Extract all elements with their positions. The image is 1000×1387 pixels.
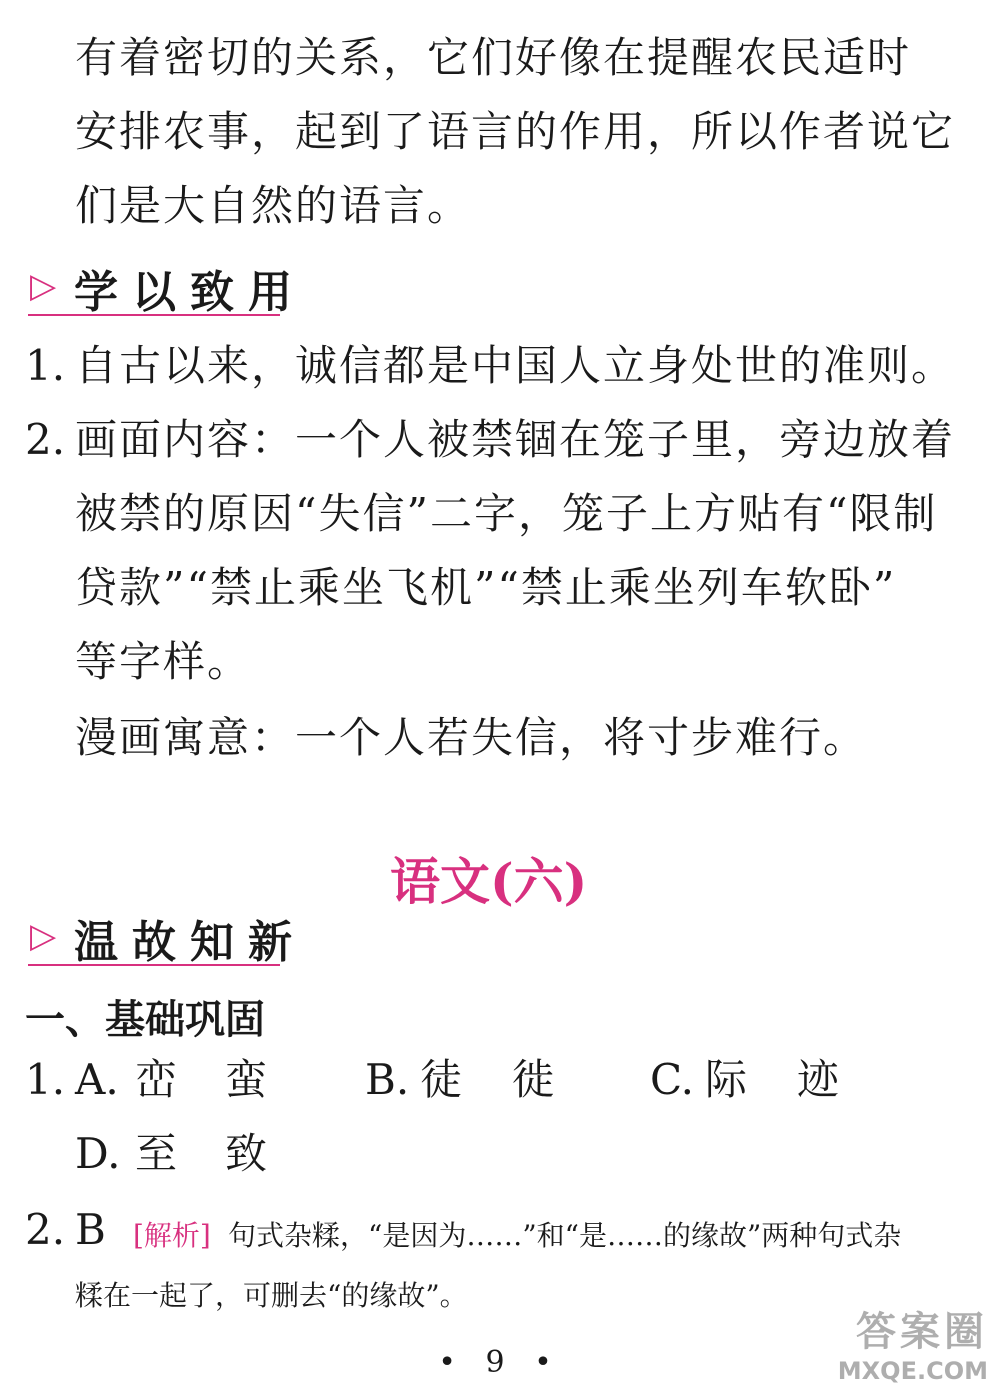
item-number-1: 1.	[25, 341, 66, 390]
analysis-line-1: 句式杂糅，“是因为……”和“是……的缘故”两种句式杂	[228, 1219, 902, 1252]
paragraph-line-1: 有着密切的关系，它们好像在提醒农民适时	[75, 33, 912, 82]
option-d-label: D.	[75, 1129, 121, 1178]
triangle-marker-icon: ▷	[30, 916, 57, 956]
part-heading: 一、基础巩固	[25, 997, 265, 1043]
item-2-line-1: 画面内容：一个人被禁锢在笼子里，旁边放着	[75, 415, 956, 464]
section-title: 温故知新	[74, 917, 306, 968]
section-title: 学以致用	[74, 267, 306, 318]
analysis-line-2: 糅在一起了，可删去“的缘故”。	[75, 1279, 468, 1312]
item-number-2: 2.	[25, 415, 66, 464]
option-b-char-2: 徙	[512, 1055, 555, 1104]
question-number-2: 2.	[25, 1205, 66, 1254]
question-2-answer: B	[75, 1205, 106, 1254]
watermark-brand: 答案圈	[856, 1309, 988, 1355]
item-2-line-5: 漫画寓意：一个人若失信，将寸步难行。	[75, 713, 868, 762]
option-c-char-2: 迹	[797, 1055, 840, 1104]
item-2-line-2: 被禁的原因“失信”二字，笼子上方贴有“限制	[75, 489, 938, 538]
item-2-line-3: 贷款”“禁止乘坐飞机”“禁止乘坐列车软卧”	[75, 563, 897, 612]
paragraph-line-2: 安排农事，起到了语言的作用，所以作者说它	[75, 107, 956, 156]
option-a-label: A.	[75, 1055, 119, 1104]
watermark	[838, 1300, 988, 1385]
option-d-char-1: 至	[135, 1129, 178, 1178]
analysis-tag: [解析]	[133, 1219, 211, 1252]
section-header-xueyizhiyong	[28, 258, 306, 318]
option-c-label: C.	[650, 1055, 694, 1104]
item-2-line-4: 等字样。	[75, 637, 252, 686]
option-a-char-1: 峦	[135, 1055, 178, 1104]
paragraph-line-3: 们是大自然的语言。	[75, 181, 472, 230]
watermark-url: MXQE.COM	[837, 1357, 988, 1385]
option-b-char-1: 徒	[420, 1055, 463, 1104]
option-d-char-2: 致	[225, 1129, 268, 1178]
page-number: • 9 •	[438, 1345, 562, 1380]
item-1-text: 自古以来，诚信都是中国人立身处世的准则。	[75, 341, 956, 390]
question-number-1: 1.	[25, 1055, 66, 1104]
option-b-label: B.	[365, 1055, 410, 1104]
option-a-char-2: 蛮	[225, 1055, 268, 1104]
section-header-wenguzhixin	[28, 908, 306, 968]
triangle-marker-icon: ▷	[30, 266, 57, 306]
chapter-title: 语文(六)	[390, 852, 588, 911]
option-c-char-1: 际	[705, 1055, 748, 1104]
